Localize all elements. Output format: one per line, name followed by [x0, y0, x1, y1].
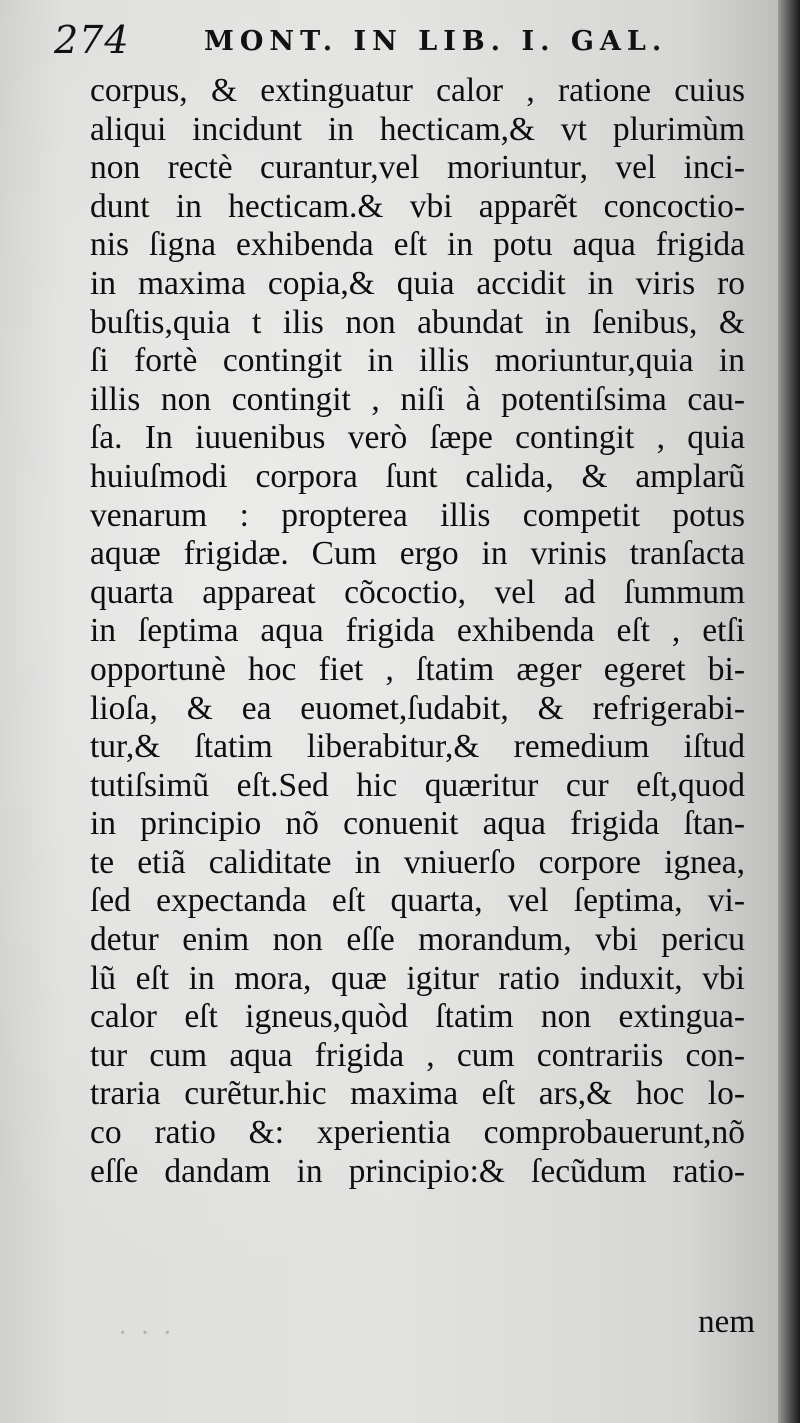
text-line: te etiã caliditate in vniuerſo corpore ignea, [90, 843, 745, 881]
text-line: traria curẽtur.hic maxima eſt ars,& hoc lo- [90, 1075, 745, 1113]
text-line: calor eſt igneus,quòd ſtatim non extingua- [90, 998, 745, 1036]
text-line: corpus, & extinguatur calor , ratione cuius [90, 72, 745, 109]
running-title: MONT. IN LIB. I. GAL. [204, 26, 668, 57]
text-line: non rectè curantur,vel moriuntur, vel inci- [90, 149, 745, 187]
text-line: detur enim non eſſe morandum, vbi pericu [90, 921, 745, 959]
catchword: nem [698, 1304, 755, 1340]
binding-shadow [778, 0, 800, 1423]
text-line: co ratio &: xperientia comprobauerunt,nõ [90, 1114, 745, 1152]
catchword-row [90, 1304, 755, 1344]
text-line: huiuſmodi corpora ſunt calida, & amplarũ [90, 457, 745, 495]
text-line: buſtis,quia t ilis non abundat in ſenibus, & [90, 303, 745, 341]
show-through-bleed: · · · [115, 1318, 172, 1349]
text-line: illis non contingit , niſi à potentiſsima cau- [90, 380, 745, 418]
text-line: opportunè hoc fiet , ſtatim æger egeret bi- [90, 650, 745, 688]
text-line: in maxima copia,& quia accidit in viris ro [90, 264, 745, 302]
text-line: ſed expectanda eſt quarta, vel ſeptima, vi- [90, 882, 745, 920]
body-text [90, 72, 745, 1191]
text-line: tutiſsimũ eſt.Sed hic quæritur cur eſt,quod [90, 766, 745, 804]
page-number: 274 [54, 18, 130, 62]
text-line: aquæ frigidæ. Cum ergo in vrinis tranſacta [90, 535, 745, 573]
text-line: in ſeptima aqua frigida exhibenda eſt , etſi [90, 612, 745, 650]
text-line: in principio nõ conuenit aqua frigida ſtan- [90, 805, 745, 843]
text-line: aliqui incidunt in hecticam,& vt plurimùm [90, 110, 745, 148]
text-line: nis ſigna exhibenda eſt in potu aqua frigida [90, 226, 745, 264]
text-line: lũ eſt in mora, quæ igitur ratio induxit, vbi [90, 959, 745, 997]
text-line: venarum : propterea illis competit potus [90, 496, 745, 534]
text-line: dunt in hecticam.& vbi apparẽt concoctio- [90, 187, 745, 225]
running-head [54, 18, 674, 68]
text-line: quarta appareat cõcoctio, vel ad ſummum [90, 573, 745, 611]
text-line: eſſe dandam in principio:& ſecũdum ratio- [90, 1152, 745, 1190]
text-line: ſi fortè contingit in illis moriuntur,quia in [90, 342, 745, 380]
text-line: tur,& ſtatim liberabitur,& remedium iſtud [90, 728, 745, 766]
text-line: ſa. In iuuenibus verò ſæpe contingit , quia [90, 419, 745, 457]
text-line: tur cum aqua frigida , cum contrariis con- [90, 1036, 745, 1074]
text-line: lioſa, & ea euomet,ſudabit, & refrigerabi- [90, 689, 745, 727]
